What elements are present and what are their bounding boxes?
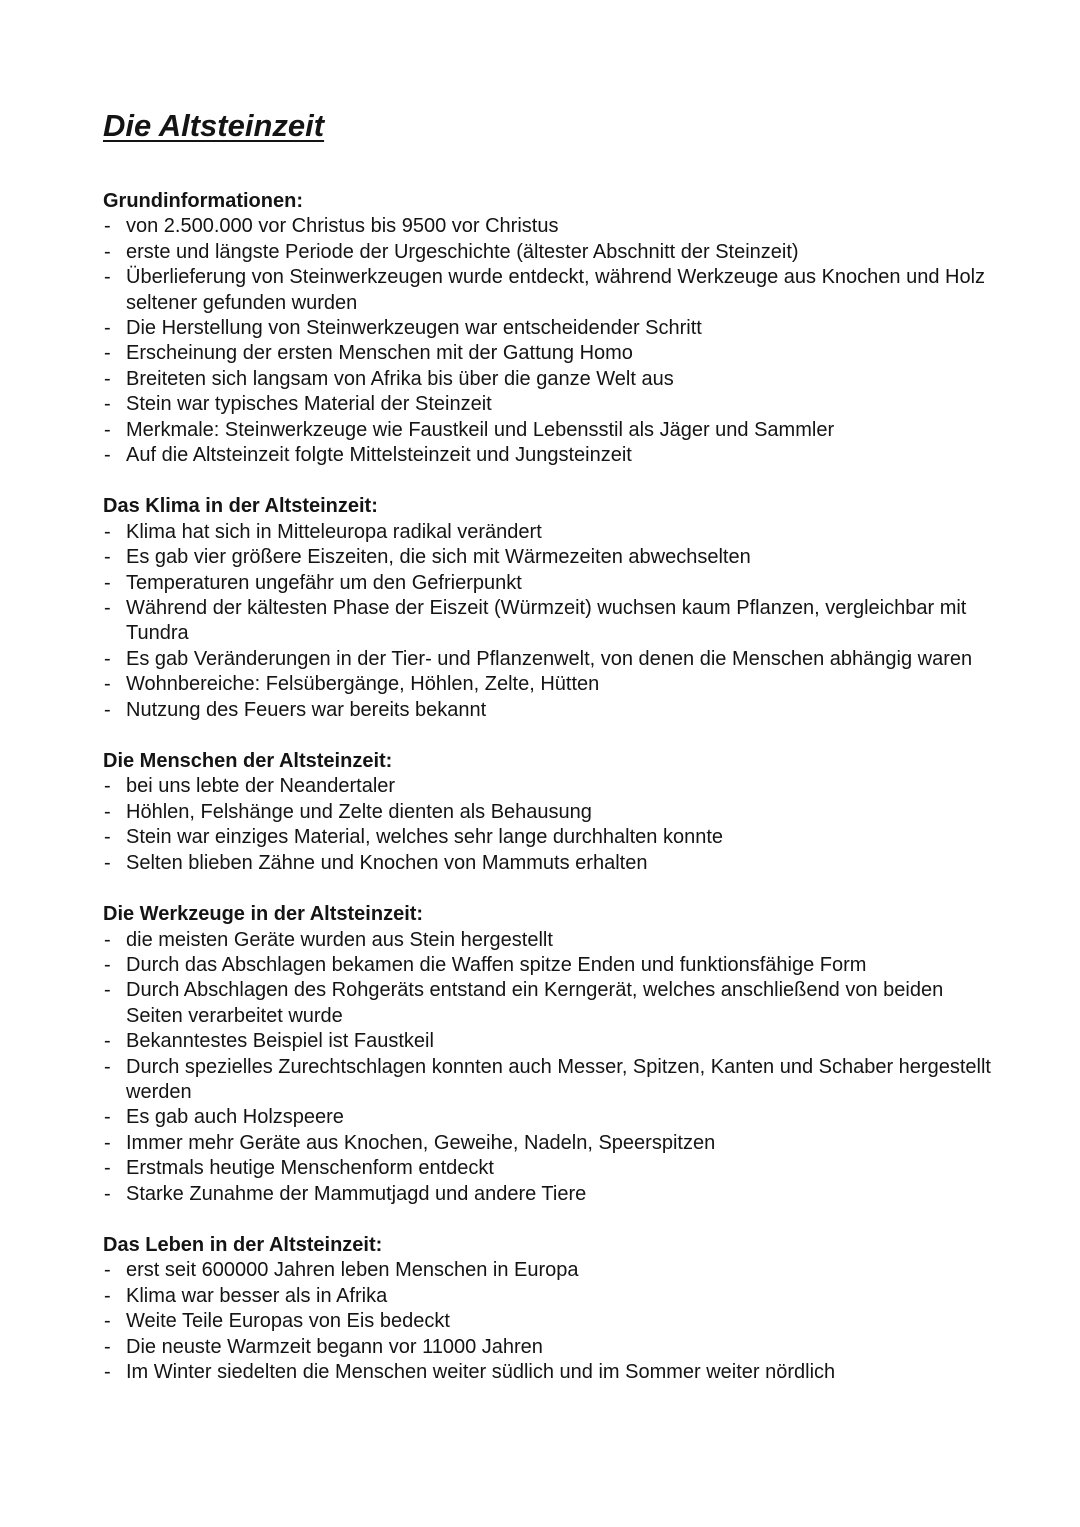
list-item: - Wohnbereiche: Felsübergänge, Höhlen, Zelte, Hütten bbox=[103, 672, 1003, 697]
list-item: - Immer mehr Geräte aus Knochen, Geweihe, Nadeln, Speerspitzen bbox=[103, 1131, 1003, 1156]
list-item: - Es gab Veränderungen in der Tier- und Pflanzenwelt, von denen die Menschen abhängig waren bbox=[103, 647, 1003, 672]
list-item: - Breiteten sich langsam von Afrika bis über die ganze Welt aus bbox=[103, 367, 1003, 392]
list-item: - Höhlen, Felshänge und Zelte dienten als Behausung bbox=[103, 800, 1003, 825]
section-klima bbox=[103, 494, 1003, 723]
section-heading: Das Leben in der Altsteinzeit: bbox=[103, 1233, 383, 1256]
section-heading: Die Werkzeuge in der Altsteinzeit: bbox=[103, 903, 424, 926]
list-item: - Bekanntestes Beispiel ist Faustkeil bbox=[103, 1029, 1003, 1054]
list-item: - Überlieferung von Steinwerkzeugen wurde entdeckt, während Werkzeuge aus Knochen und Holz seltener gefunden wurden bbox=[103, 265, 1003, 316]
list-item: - bei uns lebte der Neandertaler bbox=[103, 774, 1003, 799]
list-item: - Starke Zunahme der Mammutjagd und andere Tiere bbox=[103, 1182, 1003, 1207]
list-item: - Merkmale: Steinwerkzeuge wie Faustkeil und Lebensstil als Jäger und Sammler bbox=[103, 418, 1003, 443]
list-item: - Weite Teile Europas von Eis bedeckt bbox=[103, 1309, 1003, 1334]
list-item: - von 2.500.000 vor Christus bis 9500 vor Christus bbox=[103, 214, 1003, 239]
list-item: - Klima war besser als in Afrika bbox=[103, 1284, 1003, 1309]
list-item: - Erstmals heutige Menschenform entdeckt bbox=[103, 1156, 1003, 1181]
list-item: - erst seit 600000 Jahren leben Menschen in Europa bbox=[103, 1258, 1003, 1283]
section-menschen bbox=[103, 749, 1003, 876]
list-item: - Stein war einziges Material, welches sehr lange durchhalten konnte bbox=[103, 825, 1003, 850]
list-item: - Stein war typisches Material der Steinzeit bbox=[103, 392, 1003, 417]
list-item: - Erscheinung der ersten Menschen mit der Gattung Homo bbox=[103, 341, 1003, 366]
list-item: - Es gab auch Holzspeere bbox=[103, 1105, 1003, 1130]
list-item: - die meisten Geräte wurden aus Stein hergestellt bbox=[103, 928, 1003, 953]
list-item: - Klima hat sich in Mitteleuropa radikal verändert bbox=[103, 520, 1003, 545]
bullet-list bbox=[103, 774, 1003, 876]
list-item: - Während der kältesten Phase der Eiszeit (Würmzeit) wuchsen kaum Pflanzen, vergleichbar mit Tundra bbox=[103, 596, 1003, 647]
list-item: - Die neuste Warmzeit begann vor 11000 Jahren bbox=[103, 1335, 1003, 1360]
list-item: - Nutzung des Feuers war bereits bekannt bbox=[103, 698, 1003, 723]
section-heading: Die Menschen der Altsteinzeit: bbox=[103, 750, 393, 773]
list-item: - Auf die Altsteinzeit folgte Mittelsteinzeit und Jungsteinzeit bbox=[103, 443, 1003, 468]
section-heading: Das Klima in der Altsteinzeit: bbox=[103, 495, 378, 518]
section-werkzeuge bbox=[103, 902, 1003, 1207]
bullet-list bbox=[103, 214, 1003, 468]
list-item: - Im Winter siedelten die Menschen weiter südlich und im Sommer weiter nördlich bbox=[103, 1360, 1003, 1385]
section-heading: Grundinformationen: bbox=[103, 190, 303, 212]
list-item: - erste und längste Periode der Urgeschichte (ältester Abschnitt der Steinzeit) bbox=[103, 240, 1003, 265]
page-title: Die Altsteinzeit bbox=[103, 108, 325, 143]
bullet-list bbox=[103, 928, 1003, 1207]
list-item: - Durch spezielles Zurechtschlagen konnten auch Messer, Spitzen, Kanten und Schaber hergestellt werden bbox=[103, 1055, 1003, 1106]
list-item: - Durch das Abschlagen bekamen die Waffen spitze Enden und funktionsfähige Form bbox=[103, 953, 1003, 978]
bullet-list bbox=[103, 1258, 1003, 1385]
list-item: - Durch Abschlagen des Rohgeräts entstand ein Kerngerät, welches anschließend von beiden Seiten verarbeitet wurde bbox=[103, 978, 1003, 1029]
bullet-list bbox=[103, 520, 1003, 723]
list-item: - Die Herstellung von Steinwerkzeugen war entscheidender Schritt bbox=[103, 316, 1003, 341]
list-item: - Es gab vier größere Eiszeiten, die sich mit Wärmezeiten abwechselten bbox=[103, 545, 1003, 570]
section-grundinformationen bbox=[103, 189, 1003, 468]
document-page bbox=[103, 104, 1003, 1385]
list-item: - Selten blieben Zähne und Knochen von Mammuts erhalten bbox=[103, 851, 1003, 876]
section-leben bbox=[103, 1233, 1003, 1385]
list-item: - Temperaturen ungefähr um den Gefrierpunkt bbox=[103, 571, 1003, 596]
